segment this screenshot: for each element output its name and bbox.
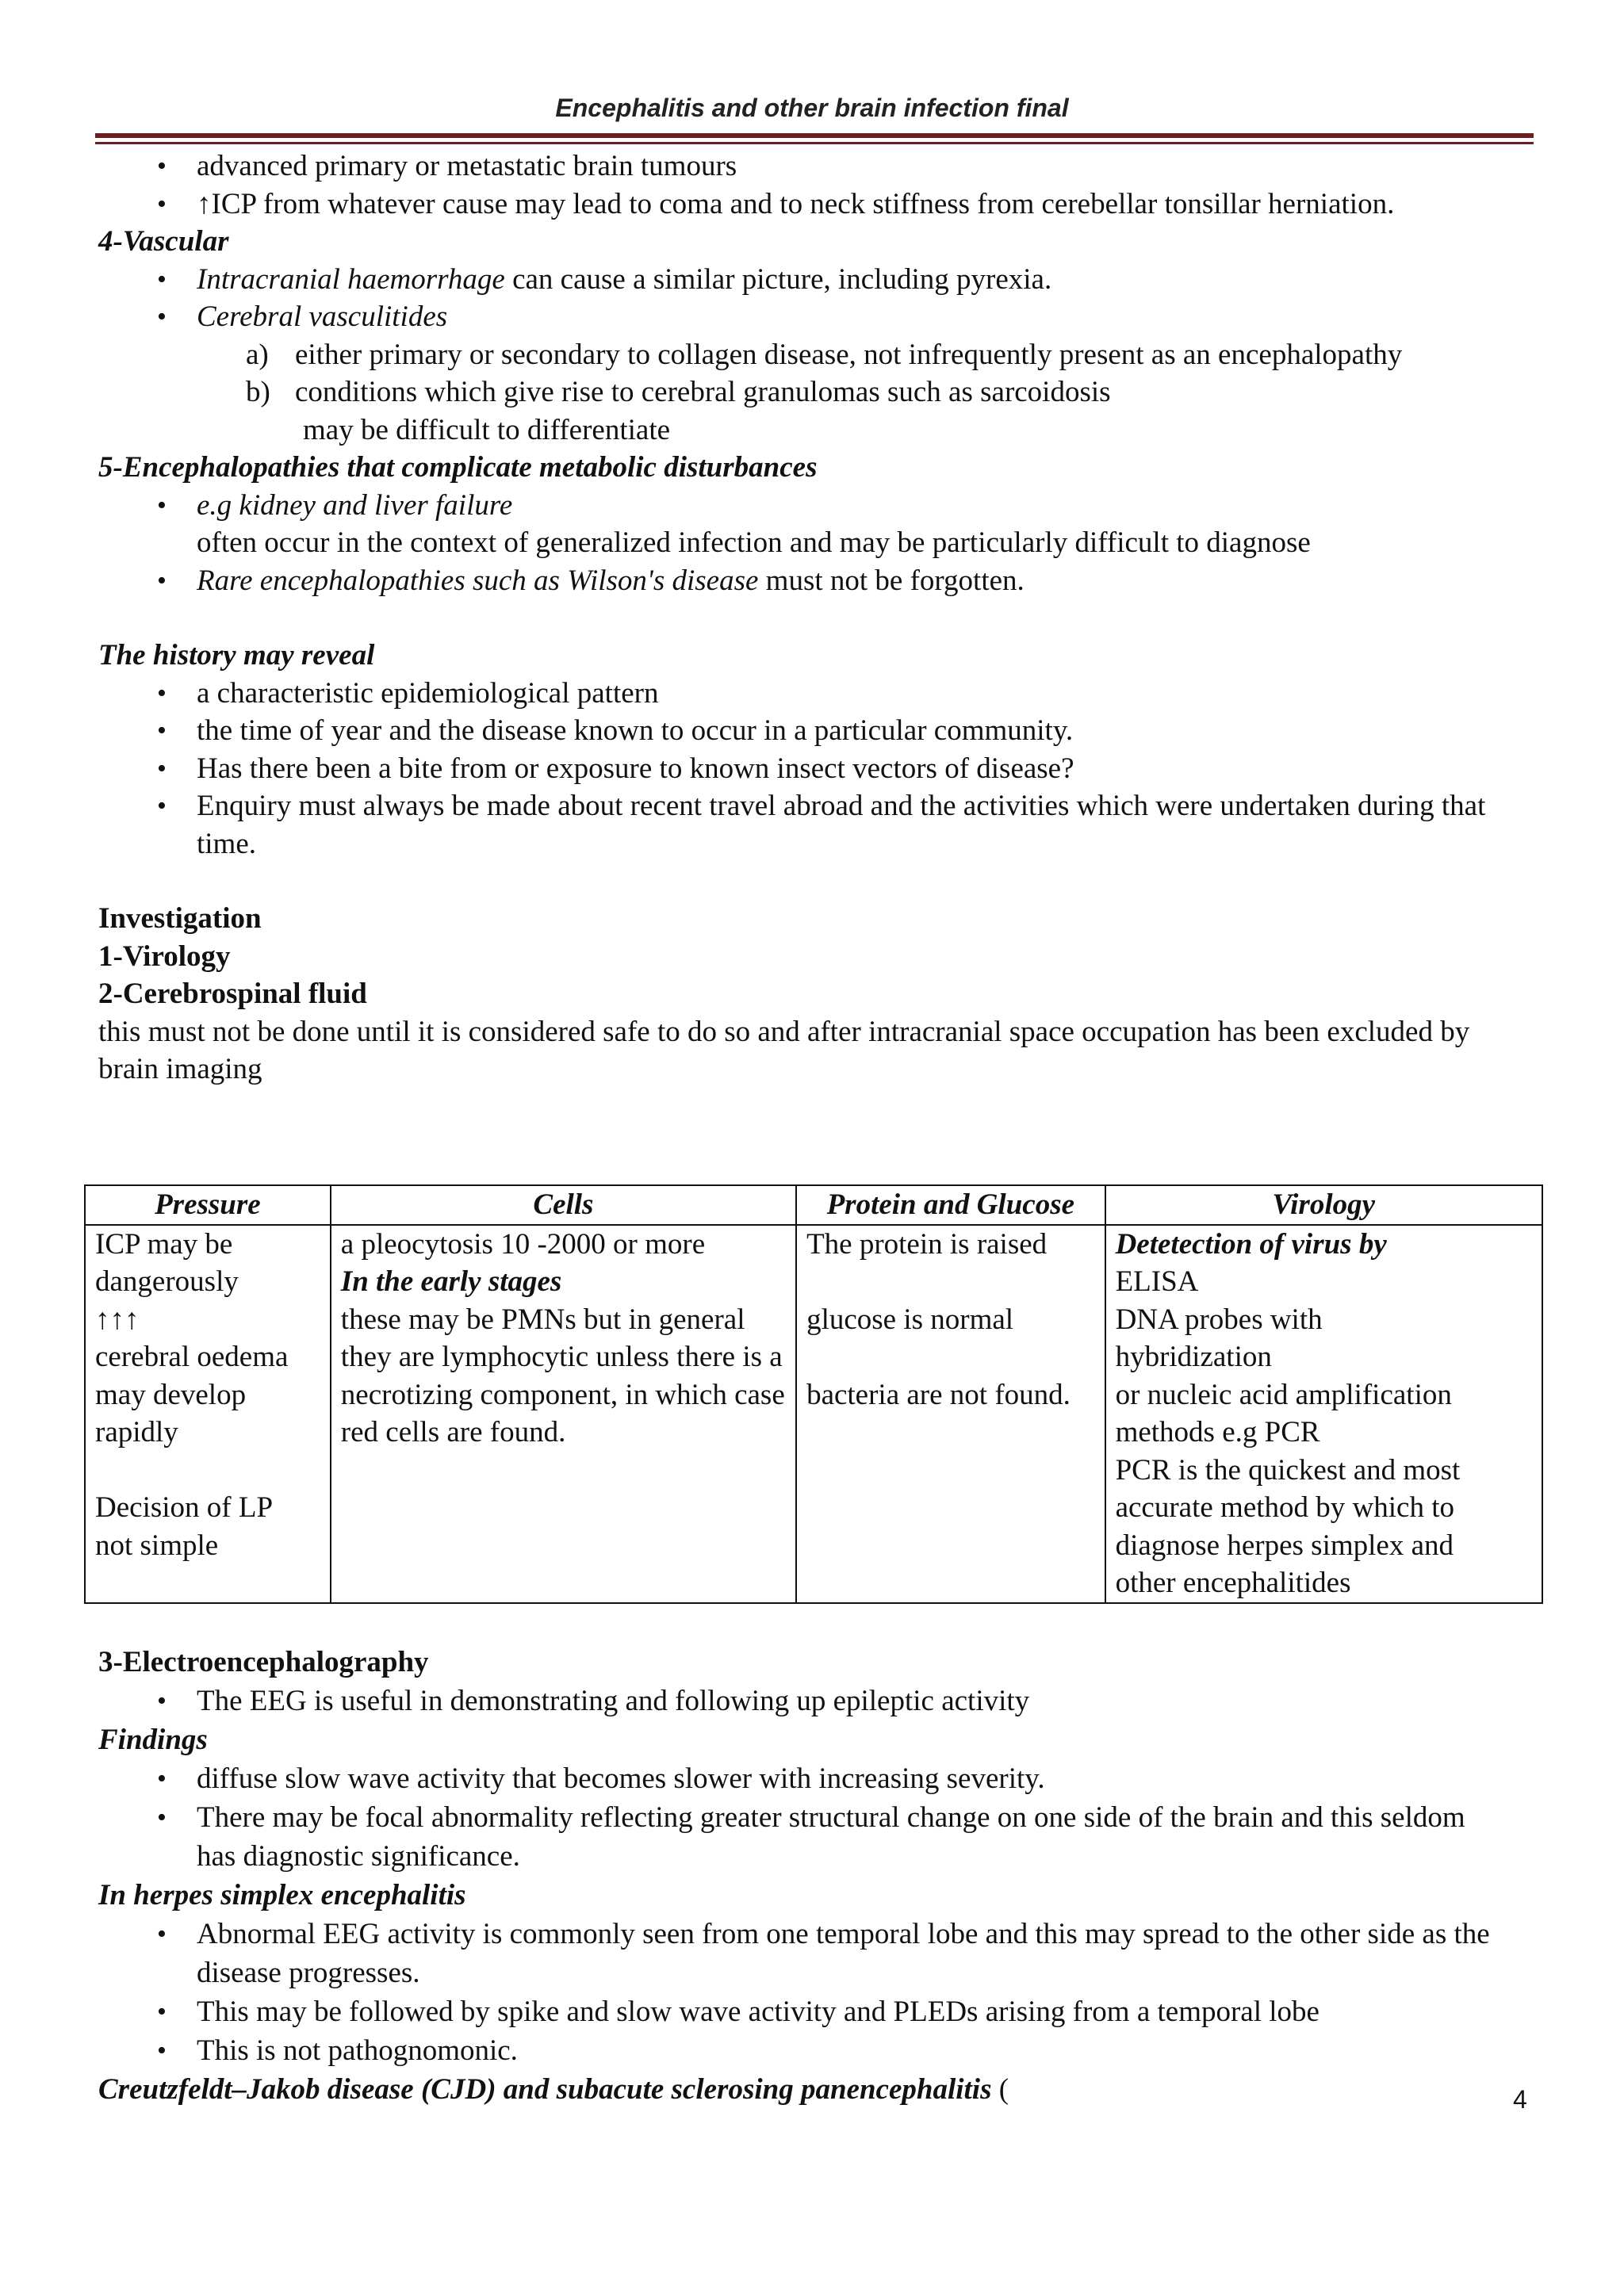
section-heading-investigation: Investigation — [98, 902, 262, 935]
table-header-cell: Pressure — [85, 1185, 331, 1225]
sub-item-a — [98, 336, 1510, 374]
pressure-cell — [85, 1225, 331, 1603]
metabolic-list — [98, 487, 1510, 525]
sub-item-b — [98, 373, 1510, 411]
list-item — [98, 562, 1510, 600]
tumour-list — [98, 147, 1510, 223]
csf-table — [84, 1184, 1543, 1604]
list-item: • Has there been a bite from or exposure to known insect vectors of disease? — [98, 750, 1510, 788]
italic-term: Cerebral vasculitides — [197, 300, 448, 333]
cell-line: dangerously — [95, 1265, 239, 1298]
sub-item-continuation: may be difficult to differentiate — [303, 413, 671, 446]
table-row — [85, 1225, 1542, 1603]
section-heading-history: The history may reveal — [98, 639, 375, 672]
sub-item-label: b) — [246, 376, 270, 408]
page-header: Encephalitis and other brain infection final — [555, 94, 1069, 122]
italic-term: Intracranial haemorrhage — [197, 262, 505, 296]
subheading-cjd: Creutzfeldt–Jakob disease (CJD) and subacute sclerosing panencephalitis — [98, 2073, 992, 2106]
cell-line: accurate method by which to — [1115, 1491, 1454, 1524]
sub-item-label: a) — [246, 338, 269, 371]
list-item: • The EEG is useful in demonstrating and following up epileptic activity — [98, 1682, 1510, 1720]
spacer — [98, 599, 1510, 637]
sub-item-text: conditions which give rise to cerebral granulomas such as sarcoidosis — [295, 376, 1111, 408]
document-body-top — [98, 147, 1510, 1089]
section-heading-metabolic: 5-Encephalopathies that complicate metabolic disturbances — [98, 451, 818, 484]
cells-cell — [331, 1225, 796, 1603]
cell-line: Detetection of virus by — [1115, 1227, 1387, 1261]
cell-line: rapidly — [95, 1416, 178, 1448]
cell-line: these may be PMNs but in general they are lymphocytic unless there is a necrotizing component, in which case red cells are found. — [340, 1303, 785, 1448]
list-item — [98, 298, 1510, 336]
list-item: • This may be followed by spike and slow wave activity and PLEDs arising from a temporal lobe — [98, 1992, 1510, 2031]
list-item: • diffuse slow wave activity that becomes slower with increasing severity. — [98, 1759, 1510, 1798]
cell-line: not simple — [95, 1529, 219, 1562]
list-item: • the time of year and the disease known to occur in a particular community. — [98, 712, 1510, 750]
document-body-bottom — [98, 1643, 1510, 2109]
cell-line: bacteria are not found. — [806, 1378, 1071, 1411]
header-rule-thin — [95, 142, 1534, 144]
table-header-cell: Protein and Glucose — [796, 1185, 1105, 1225]
page-number: 4 — [1513, 2085, 1527, 2114]
table-header-row — [85, 1185, 1542, 1225]
table-header-cell: Cells — [331, 1185, 796, 1225]
vascular-list — [98, 261, 1510, 336]
table-header-cell: Virology — [1105, 1185, 1542, 1225]
subheading-virology: 1-Virology — [98, 939, 231, 973]
cell-line: a pleocytosis 10 -2000 or more — [340, 1227, 706, 1261]
list-item: • a characteristic epidemiological pattern — [98, 675, 1510, 713]
virology-cell — [1105, 1225, 1542, 1603]
italic-term: e.g kidney and liver failure — [197, 488, 513, 522]
csf-paragraph: this must not be done until it is considered safe to do so and after intracranial space occupation has been excluded by brain imaging — [98, 1015, 1470, 1085]
list-item: • There may be focal abnormality reflecting greater structural change on one side of the brain and this seldom has diagnostic significance. — [98, 1798, 1510, 1876]
cell-line: cerebral oedema — [95, 1341, 289, 1373]
cell-line: ICP may be — [95, 1227, 233, 1261]
cell-line: methods e.g PCR — [1115, 1416, 1320, 1448]
cell-line: glucose is normal — [806, 1303, 1014, 1336]
cell-line: The protein is raised — [806, 1227, 1048, 1261]
eeg-list — [98, 1682, 1510, 1720]
cell-line: DNA probes with — [1115, 1303, 1323, 1336]
cell-line: or nucleic acid amplification — [1115, 1378, 1452, 1411]
cjd-tail: ( — [991, 2073, 1009, 2106]
list-item: • ↑ICP from whatever cause may lead to coma and to neck stiffness from cerebellar tonsillar herniation. — [98, 186, 1510, 224]
cell-line: diagnose herpes simplex and — [1115, 1529, 1454, 1562]
findings-list — [98, 1759, 1510, 1876]
list-item — [98, 487, 1510, 525]
list-continuation: often occur in the context of generalized infection and may be particularly difficult to diagnose — [197, 526, 1311, 559]
section-heading-vascular: 4-Vascular — [98, 225, 229, 258]
subheading-eeg: 3-Electroencephalography — [98, 1646, 429, 1678]
sub-item-text: either primary or secondary to collagen disease, not infrequently present as an encephalopathy — [295, 338, 1403, 371]
subheading-findings: Findings — [98, 1724, 208, 1756]
herpes-list — [98, 1915, 1510, 2070]
header-rule-thick — [95, 133, 1534, 138]
list-item: • Abnormal EEG activity is commonly seen from one temporal lobe and this may spread to the other side as the disease progresses. — [98, 1915, 1510, 1992]
cell-line: Decision of LP — [95, 1491, 274, 1524]
cjd-line — [98, 2070, 1510, 2109]
list-item: • Enquiry must always be made about recent travel abroad and the activities which were undertaken during that time. — [98, 787, 1510, 863]
list-item-text: must not be forgotten. — [758, 564, 1025, 597]
protein-glucose-cell — [796, 1225, 1105, 1603]
spacer — [98, 863, 1510, 900]
cell-line: ↑↑↑ — [95, 1303, 140, 1336]
list-item — [98, 261, 1510, 299]
cell-spacer — [806, 1263, 1095, 1301]
metabolic-list-2 — [98, 562, 1510, 600]
cell-line: other encephalitides — [1115, 1567, 1351, 1599]
list-item-text: can cause a similar picture, including pyrexia. — [504, 262, 1052, 296]
cell-line: ELISA — [1115, 1265, 1199, 1298]
subheading-herpes: In herpes simplex encephalitis — [98, 1879, 466, 1911]
subheading-csf: 2-Cerebrospinal fluid — [98, 978, 367, 1010]
list-item: • This is not pathognomonic. — [98, 2031, 1510, 2070]
cell-line: hybridization — [1115, 1341, 1272, 1373]
list-item: • advanced primary or metastatic brain tumours — [98, 147, 1510, 186]
cell-line: may develop — [95, 1378, 247, 1411]
cell-line: In the early stages — [340, 1265, 562, 1298]
cell-line: PCR is the quickest and most — [1115, 1453, 1461, 1487]
cell-line — [95, 1452, 320, 1490]
cell-spacer — [806, 1338, 1095, 1376]
italic-term: Rare encephalopathies such as Wilson's disease — [197, 564, 759, 597]
history-list — [98, 675, 1510, 863]
